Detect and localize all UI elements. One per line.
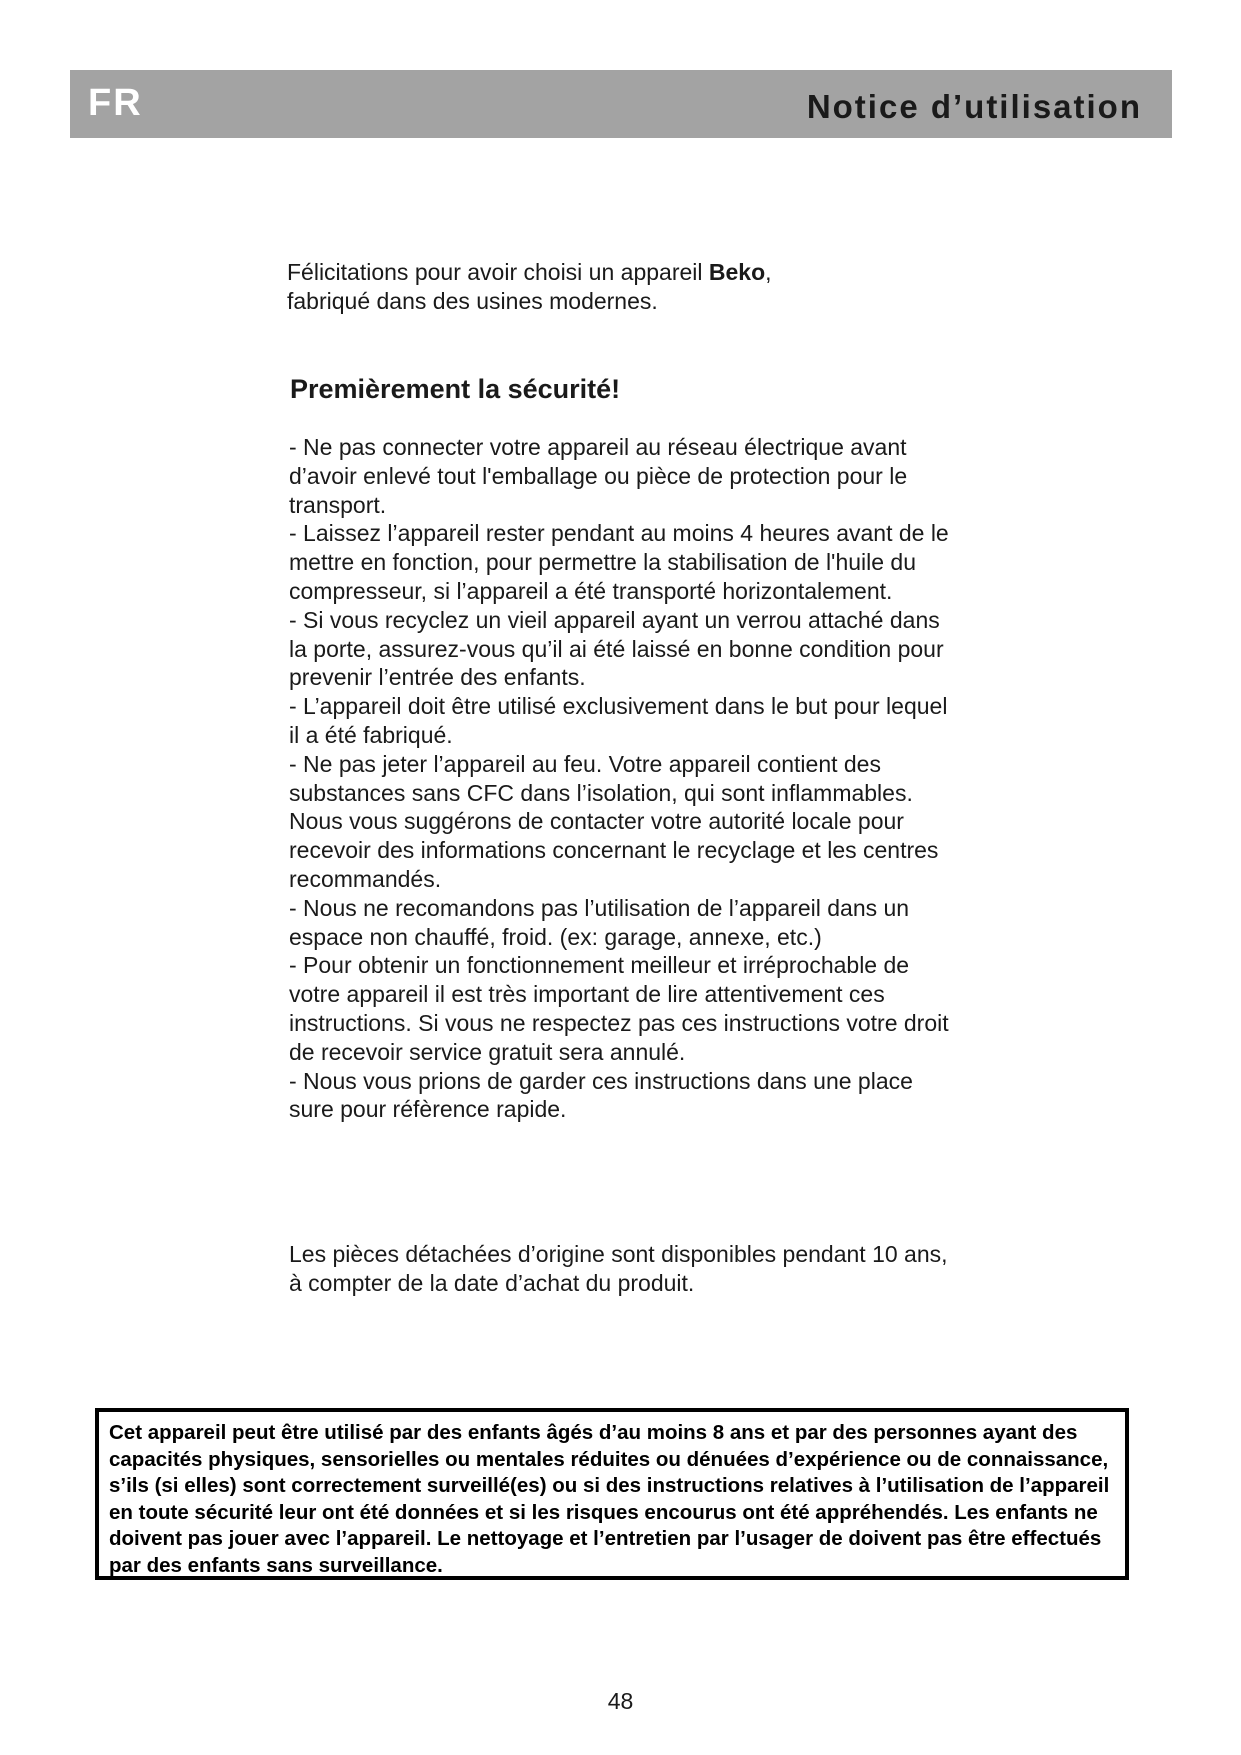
document-title: Notice d’utilisation xyxy=(806,88,1142,125)
safety-heading: Premièrement la sécurité! xyxy=(290,374,621,404)
safety-item: - Nous ne recomandons pas l’utilisation de l’appareil dans un espace non chauffé, froid. (ex: garage, annexe, etc.) xyxy=(289,894,910,950)
child-safety-warning-box: Cet appareil peut être utilisé par des enfants âgés d’au moins 8 ans et par des personnes ayant des capacités physiques, sensorielles ou mentales réduites ou dénuées d’expérience ou de connaissance, s’ils (si elles) sont correctement surveillé(es) ou si des instructions relatives à l’utilisation de l’appareil en toute sécurité leur ont été données et si les risques encourus ont été appréhendés. Les enfants ne doivent pas jouer avec l’appareil. Le nettoyage et l’entretien par l’usager de doivent pas être effectués par des enfants sans surveillance. xyxy=(95,1408,1129,1580)
language-code: FR xyxy=(88,82,143,124)
safety-item: - Si vous recyclez un vieil appareil ayant un verrou attaché dans la porte, assurez-vous qu’il ai été laissé en bonne condition pour prevenir l’entrée des enfants. xyxy=(289,606,944,691)
intro-text-after-brand: , xyxy=(765,259,772,285)
intro-line-2: fabriqué dans des usines modernes. xyxy=(287,288,658,314)
intro-paragraph xyxy=(287,258,927,316)
header-bar xyxy=(70,70,1172,138)
safety-item: - Pour obtenir un fonctionnement meilleur et irréprochable de votre appareil il est très important de lire attentivement ces instructions. Si vous ne respectez pas ces instructions votre droit de recevoir service gratuit sera annulé. xyxy=(289,952,949,1065)
safety-list xyxy=(289,433,949,1124)
safety-item: - Nous vous prions de garder ces instructions dans une place sure pour réfèrence rapide. xyxy=(289,1067,913,1123)
safety-item: - Ne pas connecter votre appareil au réseau électrique avant d’avoir enlevé tout l'emballage ou pièce de protection pour le transport. xyxy=(289,434,908,518)
intro-text-before-brand: Félicitations pour avoir choisi un appareil xyxy=(287,259,709,285)
spare-parts-paragraph: Les pièces détachées d’origine sont disponibles pendant 10 ans, à compter de la date d’achat du produit. xyxy=(289,1241,948,1296)
page-number: 48 xyxy=(607,1688,634,1714)
brand-name: Beko xyxy=(708,259,766,285)
intro-line-1 xyxy=(287,258,927,287)
safety-item: - L’appareil doit être utilisé exclusivement dans le but pour lequel il a été fabriqué. xyxy=(289,693,948,748)
safety-item: - Laissez l’appareil rester pendant au moins 4 heures avant de le mettre en fonction, pour permettre la stabilisation de l'huile du compresseur, si l’appareil a été transporté horizontalement. xyxy=(289,520,949,604)
safety-item: - Ne pas jeter l’appareil au feu. Votre appareil contient des substances sans CFC dans l’isolation, qui sont inflammables. Nous vous suggérons de contacter votre autorité locale pour recevoir des informations concernant le recyclage et les centres recommandés. xyxy=(289,750,939,892)
